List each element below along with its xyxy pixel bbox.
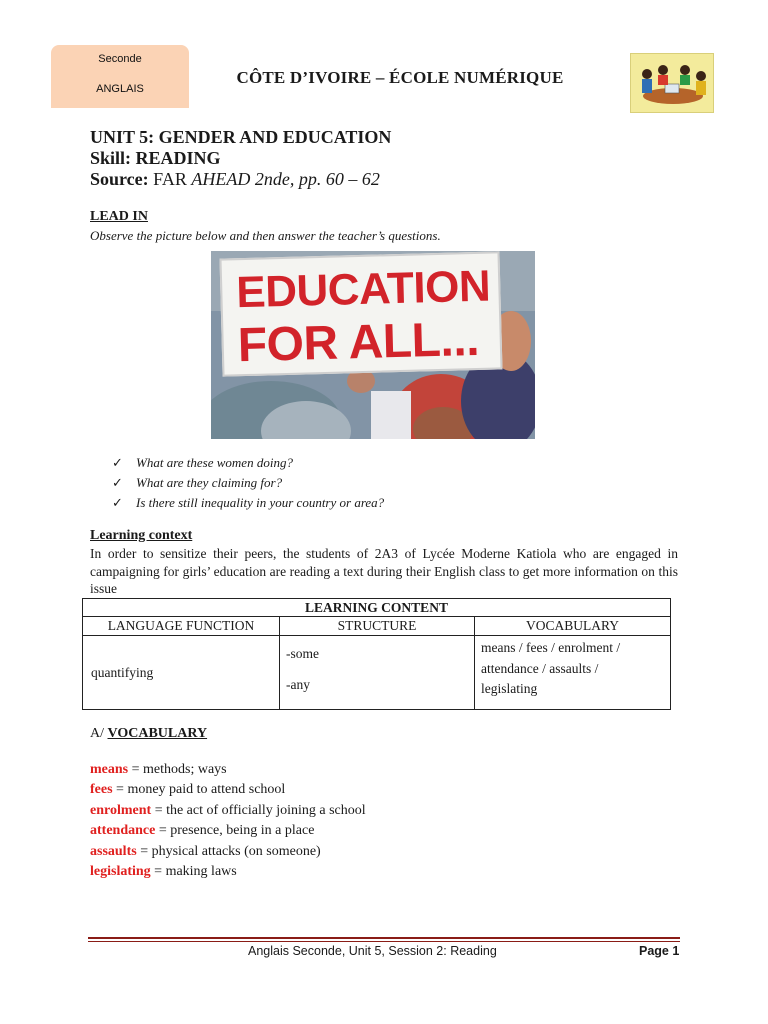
check-icon: ✓ <box>112 475 123 490</box>
unit-heading <box>90 127 391 190</box>
col-header-structure: STRUCTURE <box>280 617 475 636</box>
source-rest: AHEAD 2nde, pp. 60 – 62 <box>191 169 380 189</box>
sign-line-1: EDUCATION <box>235 261 491 318</box>
sign-line-2: FOR ALL... <box>237 312 480 373</box>
source-book: FAR <box>153 169 187 189</box>
vocabulary-cell <box>475 636 671 710</box>
vocabulary-list <box>90 760 366 882</box>
lead-in-heading: LEAD IN <box>90 209 148 224</box>
footer-rule-thin <box>88 941 680 942</box>
protest-sign <box>220 251 503 376</box>
question-item: ✓ What are these women doing? <box>112 453 384 473</box>
vocabulary-prefix: A/ <box>90 726 104 741</box>
check-icon: ✓ <box>112 455 123 470</box>
vocab-line: means / fees / enrolment / <box>481 640 621 655</box>
function-cell: quantifying <box>83 636 280 710</box>
unit-title: UNIT 5: GENDER AND EDUCATION <box>90 127 392 147</box>
col-header-vocabulary: VOCABULARY <box>475 617 671 636</box>
footer-rule <box>88 937 680 939</box>
vocab-item: attendance = presence, being in a place <box>90 823 315 839</box>
structure-any: -any <box>286 677 310 692</box>
subject-badge <box>51 45 189 108</box>
question-item: ✓ Is there still inequality in your country or area? <box>112 493 384 513</box>
vocab-line: legislating <box>481 681 538 696</box>
page-number: Page 1 <box>639 944 680 958</box>
vocab-item: enrolment = the act of officially joining a school <box>90 802 366 818</box>
learning-context-heading: Learning context <box>90 528 193 543</box>
protest-photo <box>211 251 535 439</box>
learning-content-table <box>82 598 671 710</box>
classroom-illustration <box>630 53 714 113</box>
check-icon: ✓ <box>112 495 123 510</box>
vocab-item: legislating = making laws <box>90 864 237 880</box>
col-header-function: LANGUAGE FUNCTION <box>83 617 280 636</box>
vocab-item: means = methods; ways <box>90 762 227 777</box>
footer-text: Anglais Seconde, Unit 5, Session 2: Reading <box>248 944 497 958</box>
structure-some: -some <box>286 646 319 661</box>
badge-level: Seconde <box>98 53 142 65</box>
source-label: Source: <box>90 169 149 189</box>
vocab-item: assaults = physical attacks (on someone) <box>90 843 321 859</box>
learning-context-text: In order to sensitize their peers, the students of 2A3 of Lycée Moderne Katiola who are engaged in campaigning for girls’ education are reading a text during their English class to get more information on this issue <box>90 546 678 596</box>
vocabulary-title: VOCABULARY <box>107 726 208 741</box>
lead-in-instruction: Observe the picture below and then answer the teacher’s questions. <box>90 228 441 243</box>
structure-cell <box>280 636 475 710</box>
unit-source <box>90 169 391 190</box>
lead-in-questions <box>112 453 384 513</box>
table-title: LEARNING CONTENT <box>83 599 671 617</box>
vocabulary-heading <box>90 726 207 742</box>
vocab-line: attendance / assaults / <box>481 660 599 676</box>
classroom-illustration-svg <box>631 54 714 113</box>
school-title: CÔTE D’IVOIRE – ÉCOLE NUMÉRIQUE <box>236 68 564 87</box>
vocab-item: fees = money paid to attend school <box>90 782 286 798</box>
question-item: ✓ What are they claiming for? <box>112 473 384 493</box>
unit-skill: Skill: READING <box>90 148 221 168</box>
badge-subject: ANGLAIS <box>96 83 144 95</box>
